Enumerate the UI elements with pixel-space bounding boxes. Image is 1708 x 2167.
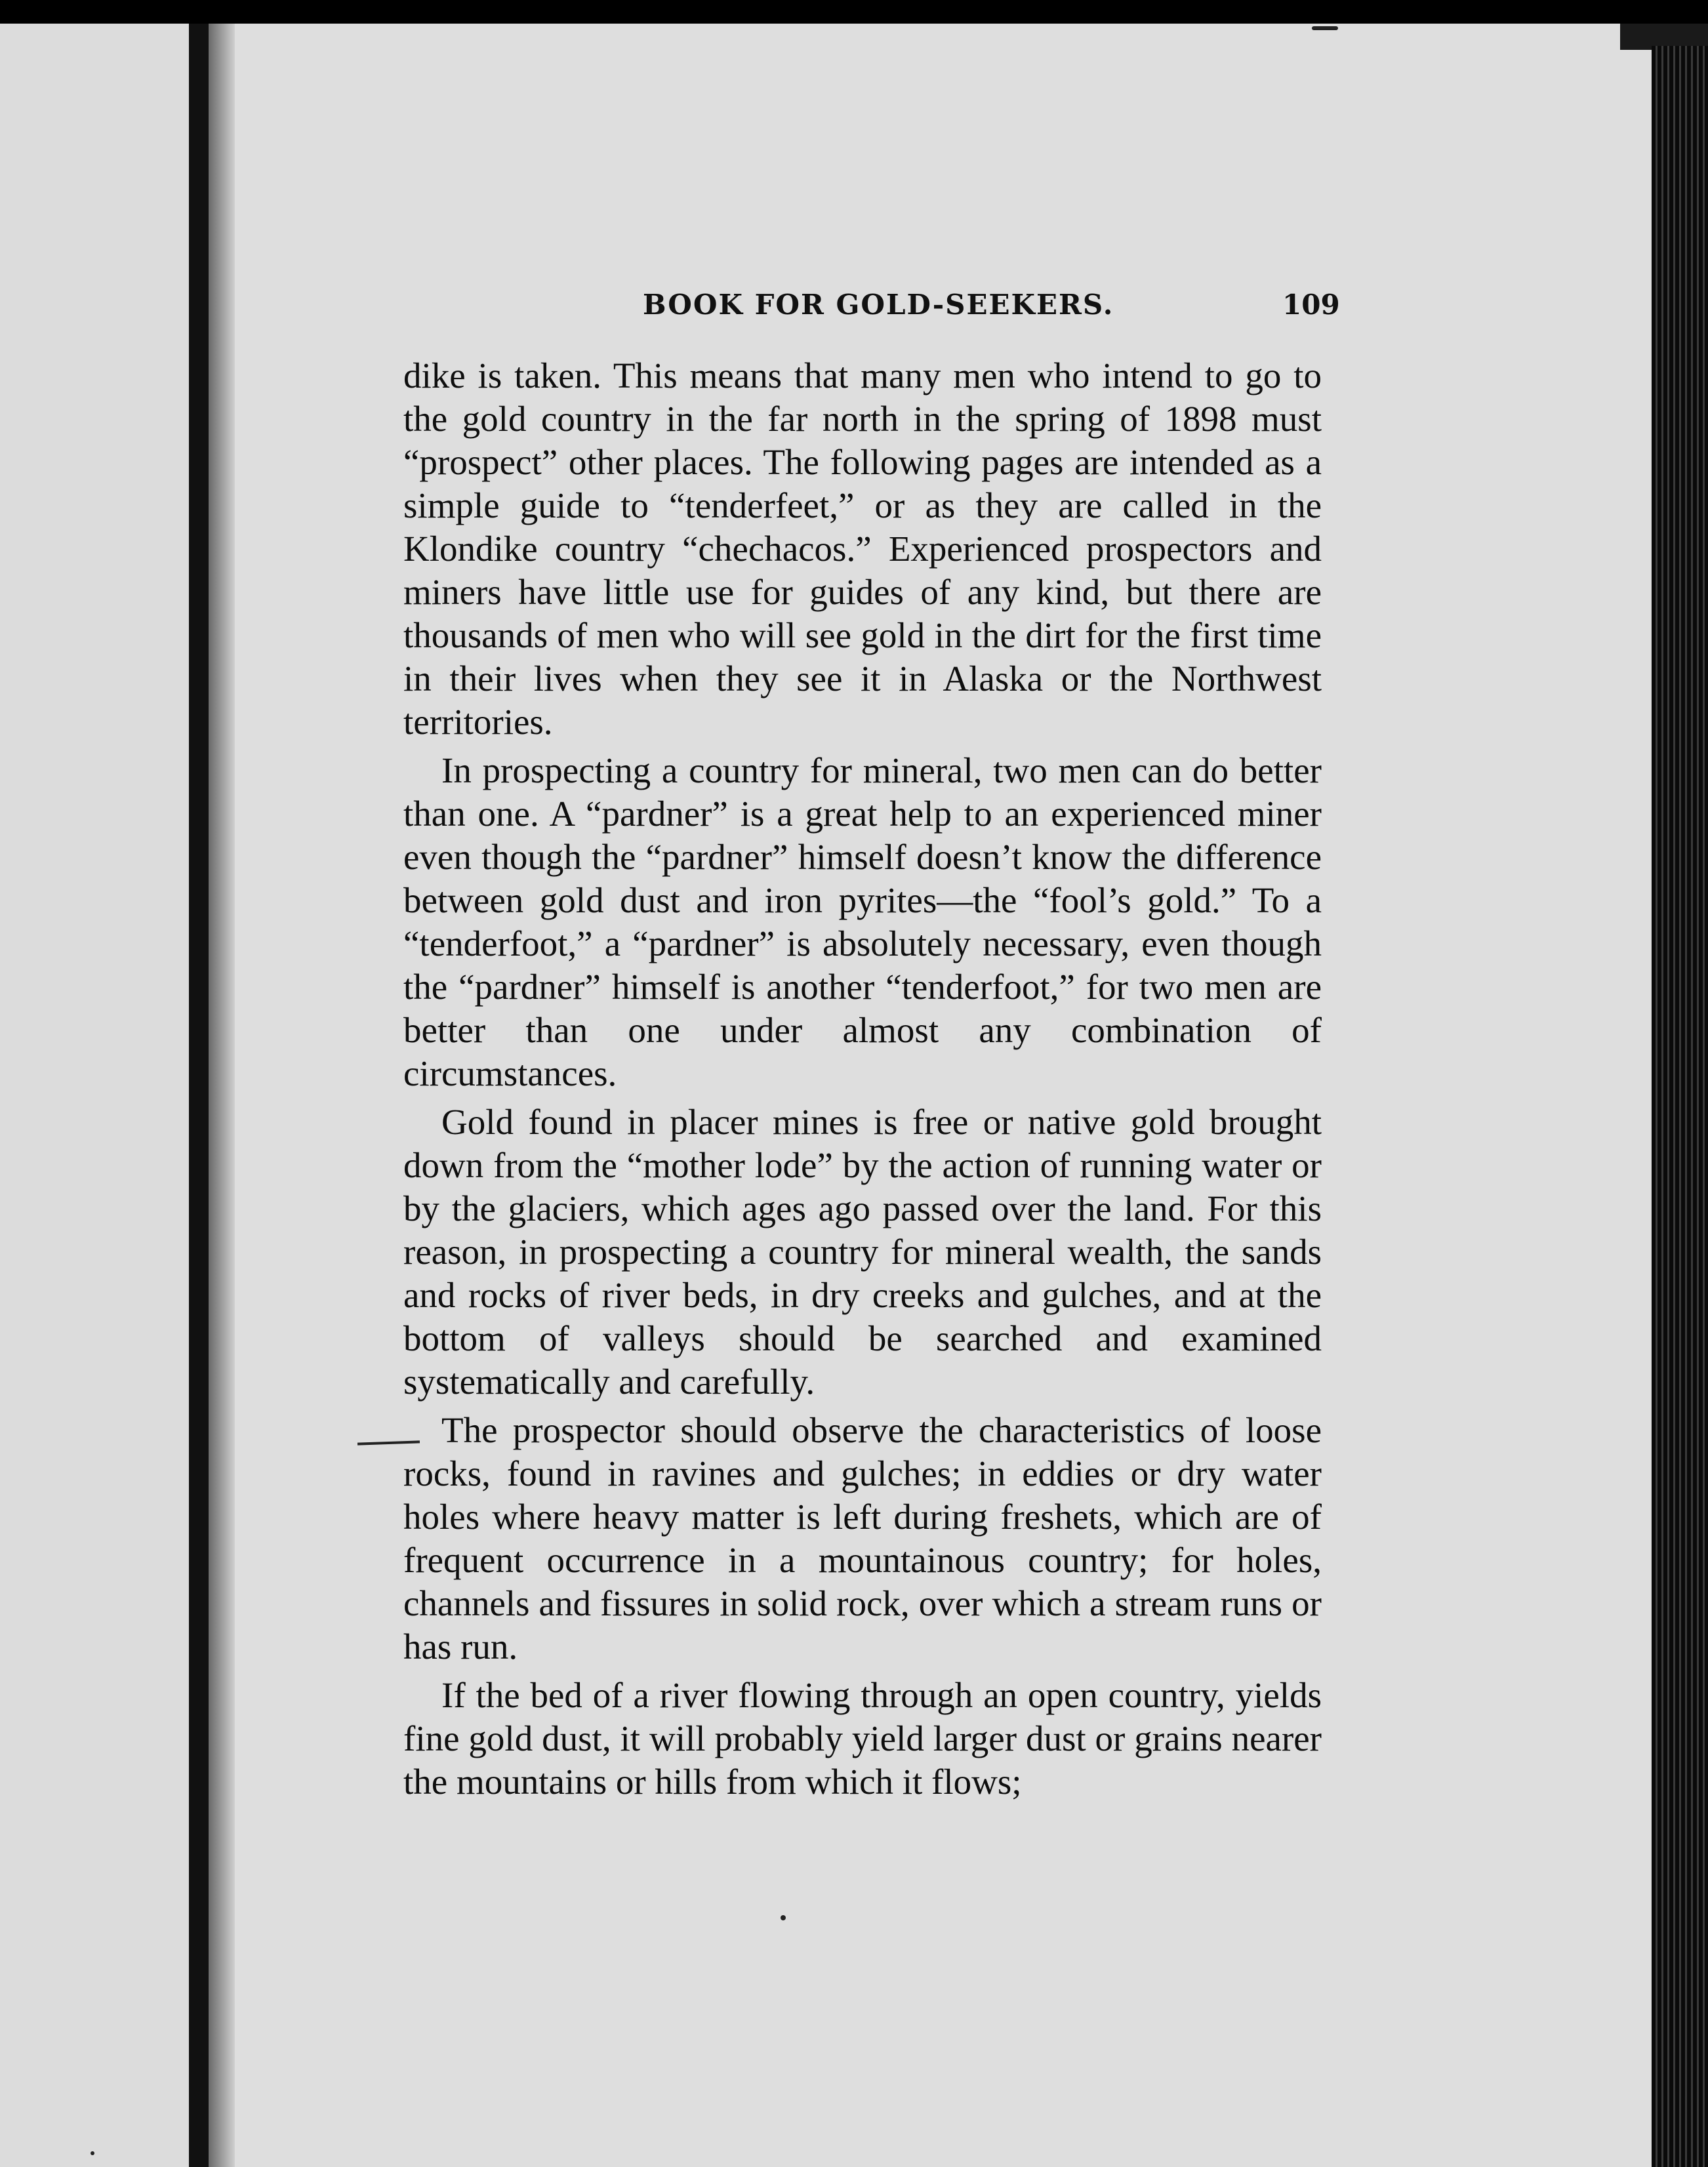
paragraph-1: dike is taken. This means that many men who intend to go to the gold country in the far north in the spring of 1898 must “prospect” other places. The following pages are intended as a simple guide to “tenderfeet,” or as they are called in the Klondike country “chechacos.” Experienced prospectors and miners have little use for guides of any kind, but there are thousands of men who will see gold in the dirt for the first time in their lives when they see it in Alaska or the Northwest territories. [403, 355, 1322, 742]
scanner-top-band [0, 0, 1708, 24]
binding-edge [189, 24, 209, 2167]
facing-page-left [0, 24, 189, 2167]
paragraph-2: In prospecting a country for mineral, two men can do better than one. A “pardner” is a great help to an experienced miner even though the “pardner” himself doesn’t know the difference between gold dust and iron pyrites—the “fool’s gold.” To a “tenderfoot,” a “pardner” is absolutely necessary, even though the “pardner” himself is another “tenderfoot,” for two men are better than one under almost any combination of circumstances. [403, 750, 1322, 1093]
paragraph-4: The prospector should observe the characteristics of loose rocks, found in ravines and gulches; in eddies or dry water holes where heavy matter is left during freshets, which are of frequent occurrence in a mountainous country; for holes, channels and fissures in solid rock, over which a stream runs or has run. [403, 1410, 1322, 1667]
dust-speck [91, 2151, 94, 2155]
dust-speck [1312, 26, 1338, 30]
page-block-edges [1652, 46, 1708, 2167]
running-head: BOOK FOR GOLD-SEEKERS. [643, 289, 1114, 321]
paragraph-3: Gold found in placer mines is free or native gold brought down from the “mother lode” by the action of running water or by the glaciers, which ages ago passed over the land. For this reason, in prospecting a country for mineral wealth, the sands and rocks of river beds, in dry creeks and gulches, and at the bottom of valleys should be searched and examined systematically and carefully. [403, 1102, 1322, 1402]
body-text [403, 354, 1322, 1804]
page-number: 109 [1282, 289, 1340, 321]
gutter-shadow [209, 24, 235, 2167]
dust-speck [781, 1915, 786, 1920]
paragraph-5: If the bed of a river flowing through an open country, yields fine gold dust, it will probably yield larger dust or grains nearer the mountains or hills from which it flows; [403, 1675, 1322, 1802]
